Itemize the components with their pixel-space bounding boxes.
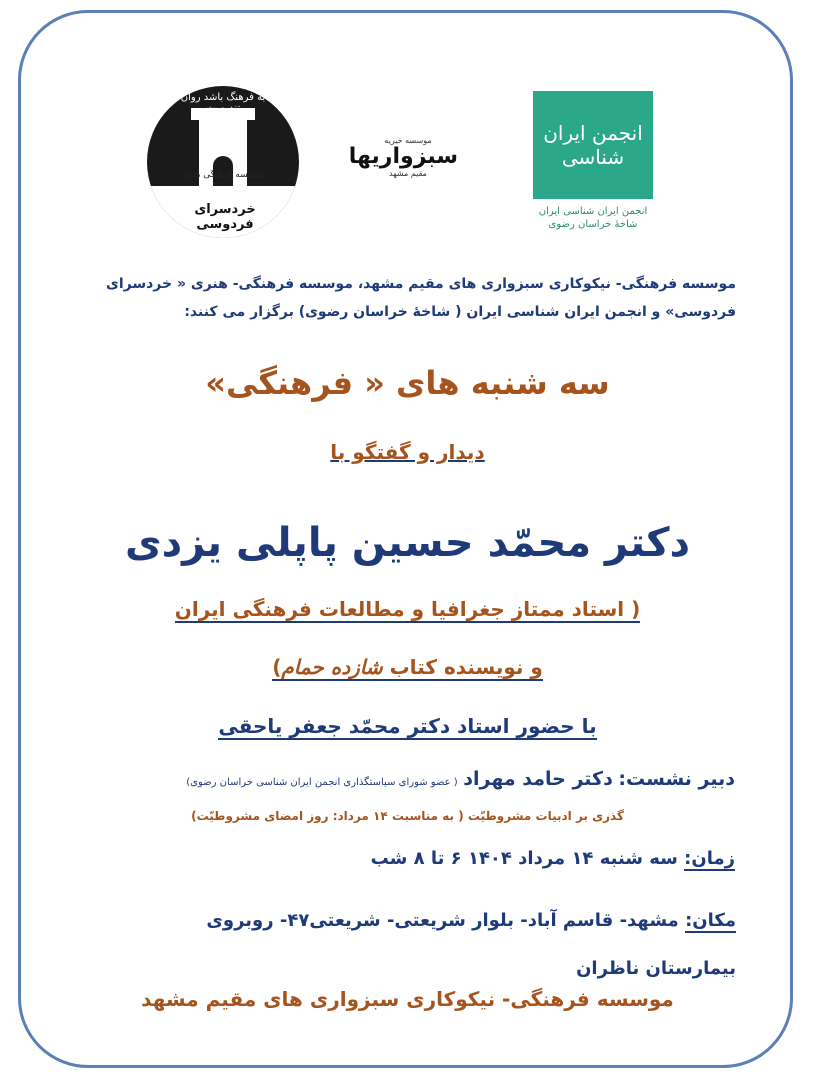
ferdowsi-logo-motto: به فرهنگ باشد روان تندرست [180,92,266,114]
sabzevariha-logo-small: موسسه خیریه [384,136,432,145]
host-label: دبیر نشست: [618,768,735,790]
guest-text: با حضور استاد دکتر محمّد جعفر یاحقی [218,714,597,738]
sabzevariha-logo-name: سبزواریها [348,144,458,169]
intro-paragraph: موسسه فرهنگی- نیکوکاری سبزواری های مقیم مشهد، موسسه فرهنگی- هنری « خردسرای فردوسی» و انجمن ایران شناسی ایران ( شاخهٔ خراسان رضوی) برگزار می کنند: [106,276,736,320]
speaker-description-2-prefix: و نویسنده کتاب [382,655,543,679]
place-line-1 [60,897,736,945]
sabzevariha-logo [348,136,458,186]
speaker-description-1-text: ( استاد ممتاز جغرافیا و مطالعات فرهنگی ایران [174,597,641,621]
place-line-2: بیمارستان ناظران [576,958,736,979]
iranology-caption-2: شاخهٔ خراسان رضوی [548,219,638,230]
place-block [60,897,736,993]
place-label: مکان: [685,910,736,931]
iranology-calligraphy: انجمن ایران شناسی [543,121,643,169]
ferdowsi-logo-subtitle: موسسه فرهنگی هنری [180,170,266,180]
host-line [70,768,735,790]
iranology-logo [533,91,653,199]
host-name: دکتر حامد مهراد [463,768,613,790]
session-topic: گذری بر ادبیات مشروطیّت ( به مناسبت ۱۴ مرداد: روز امضای مشروطیّت) [191,809,624,823]
event-subtitle-text: دیدار و گفتگو با [330,440,485,464]
speaker-description-2 [0,655,815,679]
time-label: زمان: [684,848,735,869]
place-value-1: مشهد- قاسم آباد- بلوار شریعتی- شریعتی۴۷- روبروی [206,910,679,931]
event-title: سه شنبه های « فرهنگی» [205,364,610,402]
speaker-description-1 [0,597,815,621]
event-subtitle [0,440,815,464]
host-note: ( عضو شورای سیاستگذاری انجمن ایران شناسی خراسان رضوی) [186,777,458,788]
guest-line [0,714,815,738]
iranology-caption [533,205,653,231]
ferdowsi-logo-name: خردسرای فردوسی [194,202,256,232]
speaker-name: دکتر محمّد حسین پاپلی یزدی [124,520,691,566]
book-title: شازده حمام [281,655,383,679]
sabzevariha-logo-sub: مقیم مشهد [389,169,427,178]
organizer-footer: موسسه فرهنگی- نیکوکاری سبزواری های مقیم مشهد [141,987,674,1011]
iranology-caption-1: انجمن ایران شناسی ایران [538,206,648,217]
time-value: سه شنبه ۱۴ مرداد ۱۴۰۴ ۶ تا ۸ شب [370,848,678,869]
speaker-description-2-suffix: ) [272,655,282,679]
time-line [70,848,735,869]
